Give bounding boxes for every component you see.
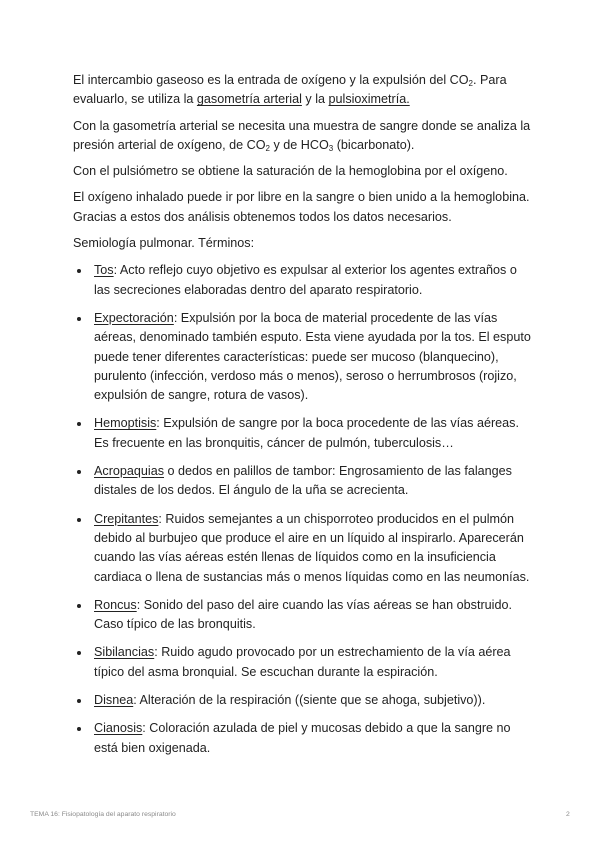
bullet-icon [77, 699, 81, 703]
term-item [73, 643, 533, 682]
term-link[interactable]: Expectoración [94, 310, 174, 325]
bullet-icon [77, 269, 81, 273]
term-definition: : Ruido agudo provocado por un estrechamiento de la vía aérea típico del asma bronquial. Se escuchan durante la espiración. [94, 645, 511, 679]
term-link[interactable]: Hemoptisis [94, 416, 157, 431]
bullet-icon [77, 518, 81, 522]
bullet-icon [77, 727, 81, 731]
bullet-icon [77, 651, 81, 655]
term-item [73, 309, 533, 405]
term-definition: : Expulsión por la boca de material procedente de las vías aéreas, denominado también esputo. Esta viene ayudada por la tos. El esputo puede tener diferentes características: puede ser mucoso (blanquecino), purulento (infección, verdoso más o menos), seroso o herrumbrosos (rojizo, expulsión de sangre, rotura de vasos). [94, 310, 531, 403]
term-link[interactable]: Cianosis [94, 721, 143, 736]
document-body [73, 71, 533, 767]
term-item [73, 414, 533, 453]
section-heading: Semiología pulmonar. Términos: [73, 236, 255, 251]
paragraph-gas-exchange: El intercambio gaseoso es la entrada de oxígeno y la expulsión del $CO_2$. Para evaluarlo, se utiliza la gasometría arterial y la pulsioximetría. [73, 73, 507, 107]
terms-list [73, 261, 533, 758]
term-link[interactable]: Crepitantes [94, 511, 159, 526]
term-link[interactable]: Sibilancias [94, 645, 155, 660]
bullet-icon [77, 604, 81, 608]
term-definition: : Acto reflejo cuyo objetivo es expulsar al exterior los agentes extraños o las secreciones elaboradas dentro del aparato respiratorio. [94, 263, 517, 297]
paragraph-pulse-oximeter: Con el pulsiómetro se obtiene la saturación de la hemoglobina por el oxígeno. [73, 164, 508, 179]
term-definition: : Coloración azulada de piel y mucosas debido a que la sangre no está bien oxigenada. [94, 721, 511, 755]
bullet-icon [77, 470, 81, 474]
term-item [73, 510, 533, 587]
bullet-icon [77, 422, 81, 426]
paragraph-arterial-gas: Con la gasometría arterial se necesita una muestra de sangre donde se analiza la presión arterial de oxígeno, de $CO_2$ y de $HCO_3$ (bicarbonato). [73, 118, 531, 153]
term-definition: o dedos en palillos de tambor: Engrosamiento de las falanges distales de los dedos. El ángulo de la uña se acrecienta. [94, 464, 512, 498]
term-item [73, 462, 533, 501]
bullet-icon [77, 317, 81, 321]
page-number: 2 [566, 811, 570, 818]
link-gasometria-arterial[interactable]: gasometría arterial [196, 92, 302, 107]
term-item [73, 596, 533, 635]
term-definition: : Ruidos semejantes a un chisporroteo producidos en el pulmón debido al burbujeo que produce el aire en un líquido al inspirarlo. Aparecerán cuando las vías aéreas estén llenas de líquidos como en la insuficiencia cardiaca o llena de sustancias más o menos líquidas como en las neumonías. [94, 511, 530, 584]
term-definition: : Expulsión de sangre por la boca procedente de las vías aéreas. Es frecuente en las bronquitis, cáncer de pulmón, tuberculosis… [94, 416, 519, 450]
term-link[interactable]: Acropaquias [94, 464, 165, 479]
term-item [73, 719, 533, 758]
footer-title: TEMA 16: Fisiopatología del aparato respiratorio [30, 811, 176, 818]
term-link[interactable]: Roncus [94, 597, 137, 612]
term-definition: : Alteración de la respiración ((siente que se ahoga, subjetivo)). [133, 693, 486, 708]
term-link[interactable]: Disnea [94, 693, 134, 708]
term-item [73, 691, 533, 710]
term-definition: : Sonido del paso del aire cuando las vías aéreas se han obstruido. Caso típico de las bronquitis. [94, 597, 512, 632]
link-pulsioximetria[interactable]: pulsioximetría. [328, 92, 410, 107]
term-item [73, 261, 533, 300]
term-link[interactable]: Tos [94, 263, 114, 278]
paragraph-oxygen: El oxígeno inhalado puede ir por libre en la sangre o bien unido a la hemoglobina. Gracias a estos dos análisis obtenemos todos los datos necesarios. [73, 190, 530, 224]
